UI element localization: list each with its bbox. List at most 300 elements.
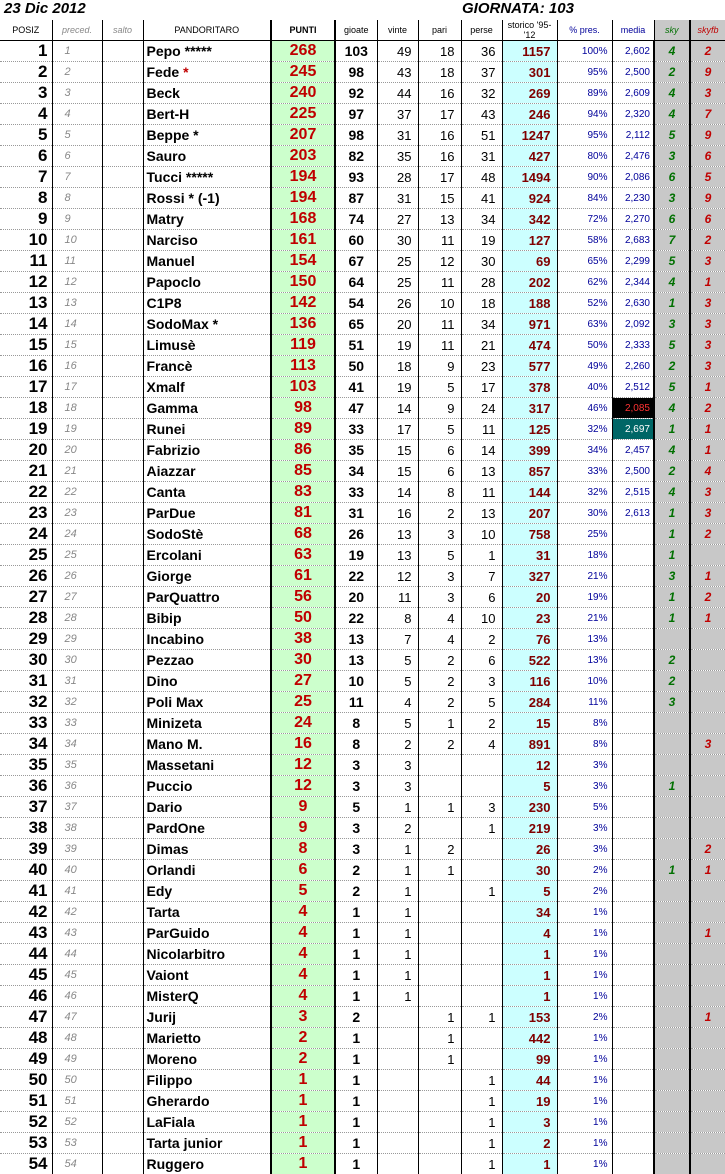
pari-cell: 9 [418,356,461,377]
player-name: Rossi * (-1) [143,188,271,209]
col-pres: % pres. [557,20,612,41]
player-name: PardOne [143,818,271,839]
sky-cell: 2 [654,461,690,482]
table-row [0,839,725,860]
sky-cell [654,965,690,986]
media-cell [612,1154,654,1174]
sky-cell: 5 [654,335,690,356]
table-row [0,1133,725,1154]
position-cell: 28 [0,608,52,629]
perse-cell: 7 [461,566,502,587]
perse-cell: 30 [461,251,502,272]
player-name: Tucci ***** [143,167,271,188]
pres-cell: 90% [557,167,612,188]
giocate-cell: 97 [335,104,377,125]
perse-cell: 4 [461,734,502,755]
title-bar [0,0,725,20]
col-storico: storico '95-'12 [502,20,557,41]
pari-cell: 10 [418,293,461,314]
salto-cell [102,461,143,482]
pres-cell: 40% [557,377,612,398]
position-cell: 7 [0,167,52,188]
storico-cell: 5 [502,776,557,797]
table-row [0,461,725,482]
preced-cell: 46 [52,986,102,1007]
table-row [0,1154,725,1174]
punti-cell: 9 [271,818,335,839]
sky-cell: 5 [654,377,690,398]
perse-cell [461,860,502,881]
sky-cell: 2 [654,62,690,83]
storico-cell: 12 [502,755,557,776]
giocate-cell: 74 [335,209,377,230]
pres-cell: 3% [557,839,612,860]
media-cell [612,671,654,692]
sky-cell: 4 [654,482,690,503]
media-cell [612,818,654,839]
punti-cell: 119 [271,335,335,356]
vinte-cell: 3 [377,776,418,797]
storico-cell: 15 [502,713,557,734]
date-label: 23 Dic 2012 [4,0,86,17]
pres-cell: 1% [557,986,612,1007]
player-name: Puccio [143,776,271,797]
vinte-cell: 1 [377,839,418,860]
skyfb-cell: 2 [690,839,725,860]
sky-cell [654,818,690,839]
skyfb-cell [690,1070,725,1091]
pres-cell: 3% [557,755,612,776]
media-cell: 2,260 [612,356,654,377]
salto-cell [102,671,143,692]
preced-cell: 47 [52,1007,102,1028]
pari-cell: 11 [418,230,461,251]
sky-cell [654,1154,690,1174]
preced-cell: 42 [52,902,102,923]
col-vinte: vinte [377,20,418,41]
media-cell [612,692,654,713]
salto-cell [102,1112,143,1133]
pari-cell: 17 [418,167,461,188]
position-cell: 13 [0,293,52,314]
position-cell: 51 [0,1091,52,1112]
salto-cell [102,377,143,398]
storico-cell: 44 [502,1070,557,1091]
pari-cell: 9 [418,398,461,419]
punti-cell: 98 [271,398,335,419]
preced-cell: 53 [52,1133,102,1154]
position-cell: 54 [0,1154,52,1174]
table-row [0,1028,725,1049]
pari-cell: 3 [418,566,461,587]
perse-cell: 2 [461,713,502,734]
table-row [0,167,725,188]
giocate-cell: 1 [335,986,377,1007]
pari-cell: 1 [418,713,461,734]
storico-cell: 202 [502,272,557,293]
pari-cell: 6 [418,461,461,482]
preced-cell: 3 [52,83,102,104]
vinte-cell: 5 [377,713,418,734]
vinte-cell: 15 [377,461,418,482]
pres-cell: 21% [557,566,612,587]
media-cell [612,524,654,545]
media-cell [612,587,654,608]
giocate-cell: 3 [335,755,377,776]
pres-cell: 34% [557,440,612,461]
table-row [0,230,725,251]
media-cell: 2,320 [612,104,654,125]
salto-cell [102,1070,143,1091]
salto-cell [102,755,143,776]
media-cell [612,944,654,965]
pari-cell: 1 [418,1028,461,1049]
salto-cell [102,1007,143,1028]
table-row [0,293,725,314]
giocate-cell: 3 [335,839,377,860]
player-name: Dino [143,671,271,692]
position-cell: 12 [0,272,52,293]
sky-cell [654,1112,690,1133]
storico-cell: 188 [502,293,557,314]
skyfb-cell [690,944,725,965]
perse-cell [461,902,502,923]
pari-cell: 2 [418,734,461,755]
giocate-cell: 1 [335,1070,377,1091]
preced-cell: 12 [52,272,102,293]
skyfb-cell: 2 [690,524,725,545]
skyfb-cell [690,965,725,986]
player-name: MisterQ [143,986,271,1007]
media-cell: 2,630 [612,293,654,314]
media-cell: 2,112 [612,125,654,146]
table-row [0,1112,725,1133]
skyfb-cell: 4 [690,461,725,482]
sky-cell: 7 [654,230,690,251]
sky-cell [654,1091,690,1112]
salto-cell [102,692,143,713]
sky-cell: 1 [654,545,690,566]
skyfb-cell [690,650,725,671]
salto-cell [102,566,143,587]
col-skyfb: skyfb [690,20,725,41]
position-cell: 43 [0,923,52,944]
giornata-label: GIORNATA: 103 [462,0,574,17]
perse-cell: 3 [461,797,502,818]
sky-cell: 3 [654,188,690,209]
table-row [0,503,725,524]
salto-cell [102,734,143,755]
storico-cell: 207 [502,503,557,524]
sky-cell [654,797,690,818]
sky-cell [654,755,690,776]
player-name: Aiazzar [143,461,271,482]
pari-cell: 5 [418,377,461,398]
col-salto: salto [102,20,143,41]
perse-cell: 43 [461,104,502,125]
pari-cell [418,902,461,923]
perse-cell [461,776,502,797]
storico-cell: 144 [502,482,557,503]
pari-cell: 4 [418,629,461,650]
player-name: Matry [143,209,271,230]
vinte-cell [377,1091,418,1112]
preced-cell: 10 [52,230,102,251]
media-cell: 2,613 [612,503,654,524]
table-row [0,272,725,293]
sky-cell: 2 [654,650,690,671]
storico-cell: 269 [502,83,557,104]
giocate-cell: 13 [335,629,377,650]
storico-cell: 522 [502,650,557,671]
player-name: Francè [143,356,271,377]
pres-cell: 2% [557,881,612,902]
giocate-cell: 1 [335,1154,377,1174]
punti-cell: 2 [271,1028,335,1049]
player-name: Canta [143,482,271,503]
storico-cell: 127 [502,230,557,251]
storico-cell: 219 [502,818,557,839]
position-cell: 4 [0,104,52,125]
vinte-cell: 1 [377,902,418,923]
perse-cell: 13 [461,461,502,482]
storico-cell: 20 [502,587,557,608]
position-cell: 27 [0,587,52,608]
skyfb-cell: 3 [690,83,725,104]
position-cell: 3 [0,83,52,104]
salto-cell [102,41,143,62]
perse-cell: 1 [461,1091,502,1112]
salto-cell [102,1049,143,1070]
position-cell: 8 [0,188,52,209]
giocate-cell: 1 [335,1112,377,1133]
col-perse: perse [461,20,502,41]
position-cell: 53 [0,1133,52,1154]
vinte-cell: 43 [377,62,418,83]
pres-cell: 33% [557,461,612,482]
media-cell [612,1112,654,1133]
giocate-cell: 92 [335,83,377,104]
perse-cell: 14 [461,440,502,461]
punti-cell: 168 [271,209,335,230]
perse-cell: 18 [461,293,502,314]
giocate-cell: 1 [335,1049,377,1070]
pari-cell: 12 [418,251,461,272]
storico-cell: 19 [502,1091,557,1112]
media-cell [612,902,654,923]
punti-cell: 1 [271,1133,335,1154]
position-cell: 10 [0,230,52,251]
punti-cell: 142 [271,293,335,314]
punti-cell: 85 [271,461,335,482]
vinte-cell: 1 [377,965,418,986]
salto-cell [102,1154,143,1174]
perse-cell [461,839,502,860]
giocate-cell: 1 [335,1091,377,1112]
preced-cell: 48 [52,1028,102,1049]
storico-cell: 246 [502,104,557,125]
position-cell: 11 [0,251,52,272]
sky-cell: 1 [654,524,690,545]
sky-cell: 1 [654,503,690,524]
punti-cell: 194 [271,167,335,188]
media-cell [612,734,654,755]
skyfb-cell [690,755,725,776]
player-name: Marietto [143,1028,271,1049]
pari-cell: 8 [418,482,461,503]
sky-cell [654,713,690,734]
pari-cell: 5 [418,545,461,566]
vinte-cell [377,1112,418,1133]
preced-cell: 24 [52,524,102,545]
salto-cell [102,62,143,83]
sky-cell: 1 [654,608,690,629]
sky-cell [654,986,690,1007]
media-cell: 2,085 [612,398,654,419]
media-cell: 2,500 [612,461,654,482]
salto-cell [102,944,143,965]
col-pandoritaro: PANDORITARO [143,20,271,41]
perse-cell: 11 [461,419,502,440]
punti-cell: 4 [271,902,335,923]
sky-cell: 4 [654,272,690,293]
position-cell: 17 [0,377,52,398]
preced-cell: 30 [52,650,102,671]
pari-cell: 5 [418,419,461,440]
position-cell: 39 [0,839,52,860]
vinte-cell: 11 [377,587,418,608]
sky-cell: 2 [654,671,690,692]
sky-cell [654,881,690,902]
giocate-cell: 13 [335,650,377,671]
table-row [0,965,725,986]
salto-cell [102,398,143,419]
player-name: C1P8 [143,293,271,314]
media-cell: 2,476 [612,146,654,167]
pres-cell: 58% [557,230,612,251]
preced-cell: 16 [52,356,102,377]
pres-cell: 3% [557,776,612,797]
giocate-cell: 26 [335,524,377,545]
perse-cell: 51 [461,125,502,146]
pari-cell [418,776,461,797]
punti-cell: 6 [271,860,335,881]
vinte-cell: 30 [377,230,418,251]
perse-cell: 2 [461,629,502,650]
table-row [0,1007,725,1028]
giocate-cell: 67 [335,251,377,272]
player-name: Runei [143,419,271,440]
sky-cell [654,629,690,650]
perse-cell: 19 [461,230,502,251]
table-row [0,209,725,230]
skyfb-cell: 3 [690,251,725,272]
pres-cell: 1% [557,1112,612,1133]
vinte-cell [377,1070,418,1091]
media-cell [612,566,654,587]
player-name: Sauro [143,146,271,167]
position-cell: 9 [0,209,52,230]
skyfb-cell [690,1049,725,1070]
pari-cell [418,755,461,776]
preced-cell: 5 [52,125,102,146]
pari-cell: 16 [418,146,461,167]
position-cell: 34 [0,734,52,755]
media-cell: 2,333 [612,335,654,356]
vinte-cell [377,1049,418,1070]
table-row [0,1070,725,1091]
table-row [0,902,725,923]
vinte-cell: 25 [377,272,418,293]
perse-cell: 3 [461,671,502,692]
table-row [0,524,725,545]
giocate-cell: 64 [335,272,377,293]
pres-cell: 25% [557,524,612,545]
sky-cell [654,1028,690,1049]
table-row [0,440,725,461]
pari-cell: 2 [418,692,461,713]
player-name: SodoStè [143,524,271,545]
position-cell: 33 [0,713,52,734]
table-row [0,650,725,671]
storico-cell: 399 [502,440,557,461]
pari-cell: 17 [418,104,461,125]
pari-cell: 15 [418,188,461,209]
table-row [0,776,725,797]
pres-cell: 11% [557,692,612,713]
perse-cell: 6 [461,587,502,608]
pres-cell: 21% [557,608,612,629]
pari-cell [418,818,461,839]
player-name: Nicolarbitro [143,944,271,965]
punti-cell: 2 [271,1049,335,1070]
preced-cell: 35 [52,755,102,776]
media-cell: 2,512 [612,377,654,398]
table-row [0,587,725,608]
perse-cell: 1 [461,1133,502,1154]
giocate-cell: 50 [335,356,377,377]
pari-cell [418,881,461,902]
table-row [0,692,725,713]
preced-cell: 14 [52,314,102,335]
pres-cell: 100% [557,41,612,62]
vinte-cell: 28 [377,167,418,188]
sky-cell [654,923,690,944]
preced-cell: 2 [52,62,102,83]
salto-cell [102,146,143,167]
perse-cell [461,1028,502,1049]
media-cell [612,755,654,776]
skyfb-cell [690,692,725,713]
vinte-cell [377,1133,418,1154]
pres-cell: 63% [557,314,612,335]
punti-cell: 89 [271,419,335,440]
sky-cell [654,1070,690,1091]
salto-cell [102,104,143,125]
media-cell [612,629,654,650]
perse-cell: 48 [461,167,502,188]
pari-cell: 6 [418,440,461,461]
perse-cell: 41 [461,188,502,209]
giocate-cell: 93 [335,167,377,188]
player-name [143,62,271,83]
table-row [0,713,725,734]
storico-cell: 5 [502,881,557,902]
sky-cell: 3 [654,692,690,713]
pari-cell: 11 [418,272,461,293]
giocate-cell: 33 [335,419,377,440]
vinte-cell: 20 [377,314,418,335]
